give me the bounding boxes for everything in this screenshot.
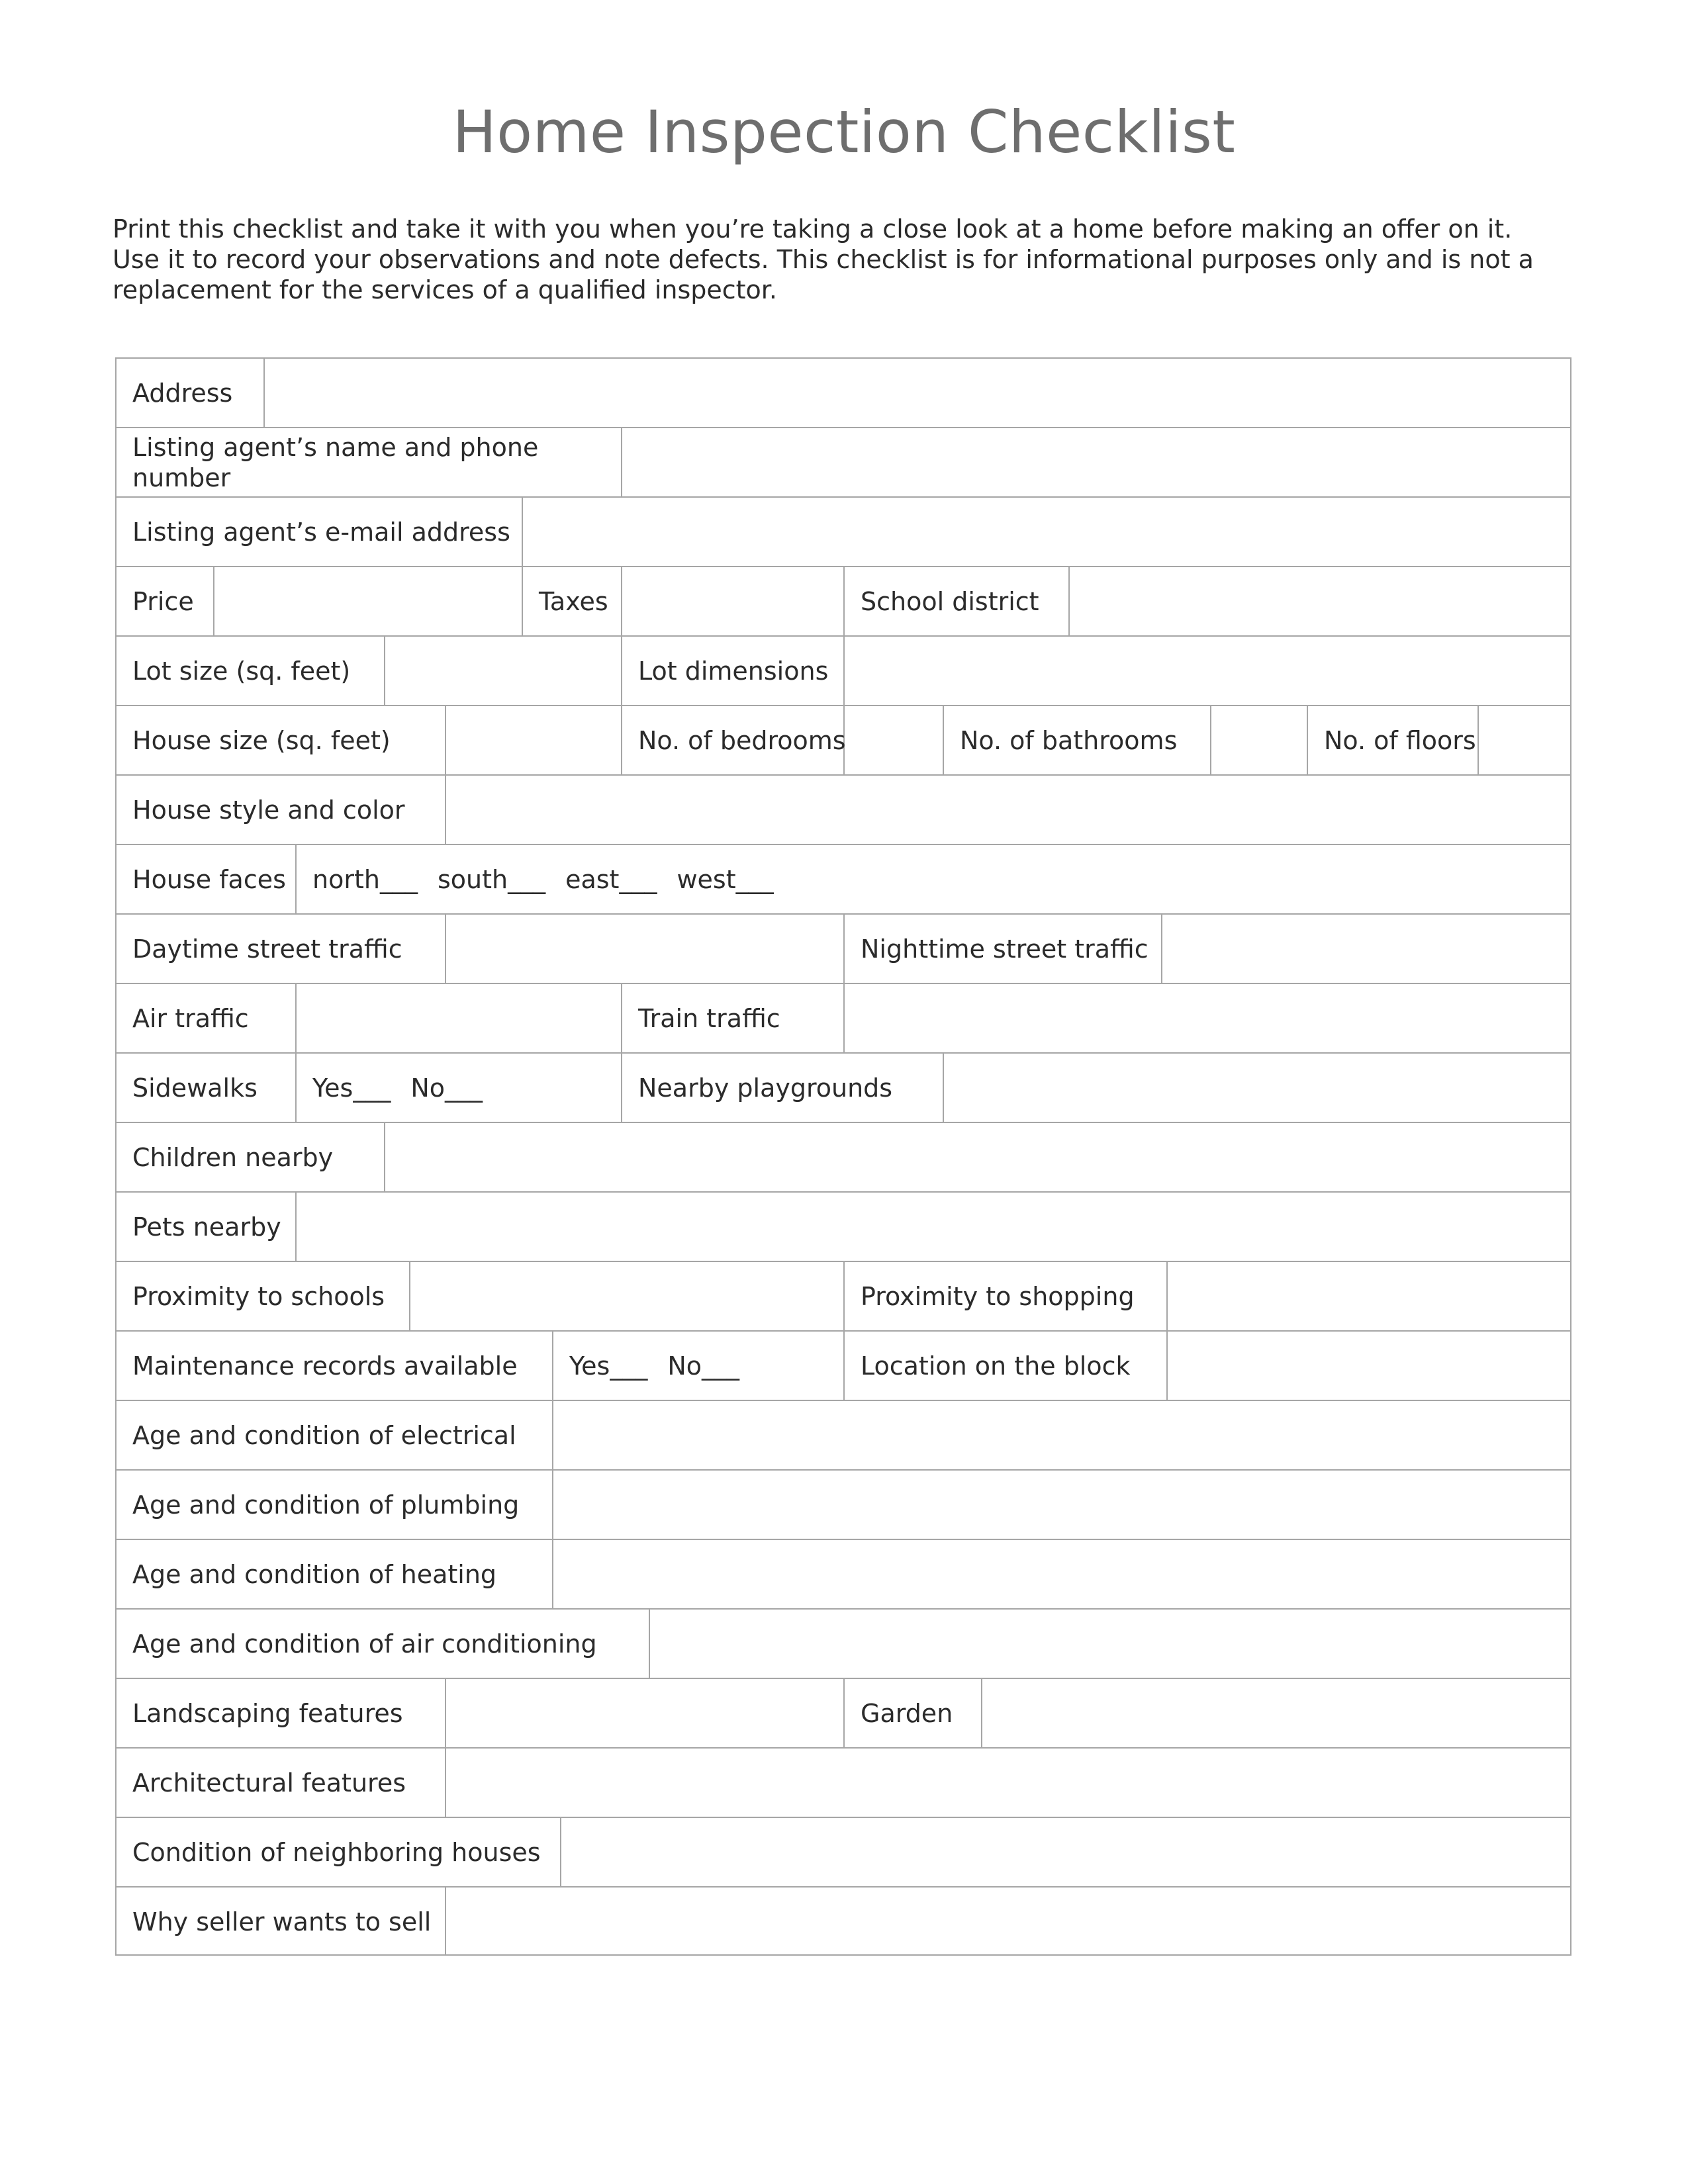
west-option[interactable]: west___	[677, 864, 774, 894]
school-district-label-cell	[845, 567, 1070, 635]
bedrooms-label-cell	[622, 706, 845, 774]
maintenance-yes-option[interactable]: Yes___	[569, 1351, 648, 1381]
schools-field[interactable]	[410, 1262, 845, 1330]
landscaping-field[interactable]	[446, 1679, 845, 1747]
row-house-faces	[117, 845, 1570, 915]
plumbing-field[interactable]	[553, 1471, 1570, 1539]
bathrooms-label: No. of bathrooms	[960, 725, 1178, 755]
landscaping-label-cell	[117, 1679, 446, 1747]
train-traffic-field[interactable]	[845, 984, 1570, 1052]
lot-size-label: Lot size (sq. feet)	[132, 656, 351, 686]
row-sidewalks	[117, 1054, 1570, 1123]
agent-name-phone-label: Listing agent’s name and phone number	[132, 432, 539, 492]
row-house-size	[117, 706, 1570, 776]
nighttime-traffic-field[interactable]	[1162, 915, 1570, 983]
intro-paragraph: Print this checklist and take it with you when you’re taking a close look at a home before making an offer on it. Use it to record your observations and note defects. This checklist is for informational purposes only and is not a replacement for the services of a qualified inspector.	[113, 214, 1534, 304]
row-proximity	[117, 1262, 1570, 1332]
taxes-label-cell	[523, 567, 622, 635]
school-district-field[interactable]	[1070, 567, 1570, 635]
house-size-field[interactable]	[446, 706, 622, 774]
garden-field[interactable]	[982, 1679, 1570, 1747]
electrical-label-cell	[117, 1401, 553, 1469]
maintenance-label-cell	[117, 1332, 553, 1400]
architectural-field[interactable]	[446, 1749, 1570, 1817]
agent-name-phone-label-cell	[117, 428, 622, 496]
air-conditioning-label-cell	[117, 1610, 650, 1678]
price-label-cell	[117, 567, 214, 635]
house-style-field[interactable]	[446, 776, 1570, 844]
row-maintenance	[117, 1332, 1570, 1401]
architectural-label: Architectural features	[132, 1768, 406, 1797]
house-style-label: House style and color	[132, 795, 405, 825]
house-size-label-cell	[117, 706, 446, 774]
sidewalks-options	[297, 1054, 622, 1122]
landscaping-label: Landscaping features	[132, 1698, 403, 1728]
schools-label-cell	[117, 1262, 410, 1330]
row-air-train	[117, 984, 1570, 1054]
price-field[interactable]	[214, 567, 523, 635]
row-heating	[117, 1540, 1570, 1610]
maintenance-no-option[interactable]: No___	[667, 1351, 740, 1381]
house-style-label-cell	[117, 776, 446, 844]
shopping-label-cell	[845, 1262, 1168, 1330]
location-block-label: Location on the block	[861, 1351, 1131, 1381]
agent-email-label-cell	[117, 498, 523, 566]
heating-field[interactable]	[553, 1540, 1570, 1608]
bathrooms-label-cell	[944, 706, 1211, 774]
house-faces-options	[297, 845, 1570, 913]
maintenance-label: Maintenance records available	[132, 1351, 518, 1381]
playgrounds-label: Nearby playgrounds	[638, 1073, 893, 1103]
heating-label-cell	[117, 1540, 553, 1608]
lot-dimensions-field[interactable]	[845, 637, 1570, 705]
row-plumbing	[117, 1471, 1570, 1540]
house-faces-label-cell	[117, 845, 297, 913]
pets-label: Pets nearby	[132, 1212, 281, 1242]
lot-size-field[interactable]	[385, 637, 622, 705]
taxes-field[interactable]	[622, 567, 845, 635]
garden-label-cell	[845, 1679, 982, 1747]
house-faces-label: House faces	[132, 864, 286, 894]
sidewalks-label-cell	[117, 1054, 297, 1122]
children-label-cell	[117, 1123, 385, 1191]
sidewalks-label: Sidewalks	[132, 1073, 258, 1103]
row-seller-reason	[117, 1888, 1570, 1957]
house-size-label: House size (sq. feet)	[132, 725, 391, 755]
row-electrical	[117, 1401, 1570, 1471]
taxes-label: Taxes	[539, 586, 608, 616]
neighboring-label: Condition of neighboring houses	[132, 1837, 541, 1867]
row-price-taxes-school	[117, 567, 1570, 637]
heating-label: Age and condition of heating	[132, 1559, 497, 1589]
north-option[interactable]: north___	[312, 864, 418, 894]
air-traffic-label-cell	[117, 984, 297, 1052]
agent-email-field[interactable]	[523, 498, 1570, 566]
daytime-traffic-field[interactable]	[446, 915, 845, 983]
bedrooms-field[interactable]	[845, 706, 944, 774]
seller-reason-label: Why seller wants to sell	[132, 1907, 432, 1936]
air-traffic-field[interactable]	[297, 984, 622, 1052]
schools-label: Proximity to schools	[132, 1281, 385, 1311]
sidewalks-yes-option[interactable]: Yes___	[312, 1073, 391, 1103]
seller-reason-field[interactable]	[446, 1888, 1570, 1956]
lot-dimensions-label: Lot dimensions	[638, 656, 829, 686]
nighttime-traffic-label-cell	[845, 915, 1162, 983]
maintenance-options	[553, 1332, 845, 1400]
pets-field[interactable]	[297, 1193, 1570, 1261]
playgrounds-label-cell	[622, 1054, 944, 1122]
air-conditioning-label: Age and condition of air conditioning	[132, 1629, 597, 1659]
playgrounds-field[interactable]	[944, 1054, 1570, 1122]
children-field[interactable]	[385, 1123, 1570, 1191]
agent-email-label: Listing agent’s e-mail address	[132, 517, 510, 547]
architectural-label-cell	[117, 1749, 446, 1817]
agent-name-phone-field[interactable]	[622, 428, 1570, 496]
nighttime-traffic-label: Nighttime street traffic	[861, 934, 1149, 964]
row-address	[117, 359, 1570, 428]
school-district-label: School district	[861, 586, 1039, 616]
daytime-traffic-label: Daytime street traffic	[132, 934, 402, 964]
bathrooms-field[interactable]	[1211, 706, 1308, 774]
location-block-label-cell	[845, 1332, 1168, 1400]
south-option[interactable]: south___	[437, 864, 546, 894]
row-children	[117, 1123, 1570, 1193]
location-block-field[interactable]	[1168, 1332, 1570, 1400]
bedrooms-label: No. of bedrooms	[638, 725, 846, 755]
plumbing-label-cell	[117, 1471, 553, 1539]
floors-field[interactable]	[1479, 706, 1570, 774]
shopping-field[interactable]	[1168, 1262, 1570, 1330]
row-agent-email	[117, 498, 1570, 567]
row-street-traffic	[117, 915, 1570, 984]
air-traffic-label: Air traffic	[132, 1003, 249, 1033]
pets-label-cell	[117, 1193, 297, 1261]
daytime-traffic-label-cell	[117, 915, 446, 983]
plumbing-label: Age and condition of plumbing	[132, 1490, 520, 1520]
train-traffic-label: Train traffic	[638, 1003, 780, 1033]
floors-label-cell	[1308, 706, 1479, 774]
electrical-label: Age and condition of electrical	[132, 1420, 516, 1450]
row-air-conditioning	[117, 1610, 1570, 1679]
row-neighboring	[117, 1818, 1570, 1888]
lot-dimensions-label-cell	[622, 637, 845, 705]
garden-label: Garden	[861, 1698, 953, 1728]
seller-reason-label-cell	[117, 1888, 446, 1956]
checklist-form	[115, 357, 1571, 1956]
east-option[interactable]: east___	[565, 864, 657, 894]
row-architectural	[117, 1749, 1570, 1818]
children-label: Children nearby	[132, 1142, 334, 1172]
page-title: Home Inspection Checklist	[452, 98, 1236, 166]
row-lot	[117, 637, 1570, 706]
neighboring-field[interactable]	[561, 1818, 1570, 1886]
floors-label: No. of floors	[1324, 725, 1476, 755]
lot-size-label-cell	[117, 637, 385, 705]
sidewalks-no-option[interactable]: No___	[410, 1073, 483, 1103]
train-traffic-label-cell	[622, 984, 845, 1052]
row-agent-name-phone	[117, 428, 1570, 498]
row-house-style	[117, 776, 1570, 845]
address-field[interactable]	[265, 359, 1570, 427]
row-landscaping	[117, 1679, 1570, 1749]
neighboring-label-cell	[117, 1818, 561, 1886]
price-label: Price	[132, 586, 194, 616]
address-label-cell	[117, 359, 265, 427]
shopping-label: Proximity to shopping	[861, 1281, 1135, 1311]
electrical-field[interactable]	[553, 1401, 1570, 1469]
address-label: Address	[132, 378, 233, 408]
air-conditioning-field[interactable]	[650, 1610, 1570, 1678]
row-pets	[117, 1193, 1570, 1262]
